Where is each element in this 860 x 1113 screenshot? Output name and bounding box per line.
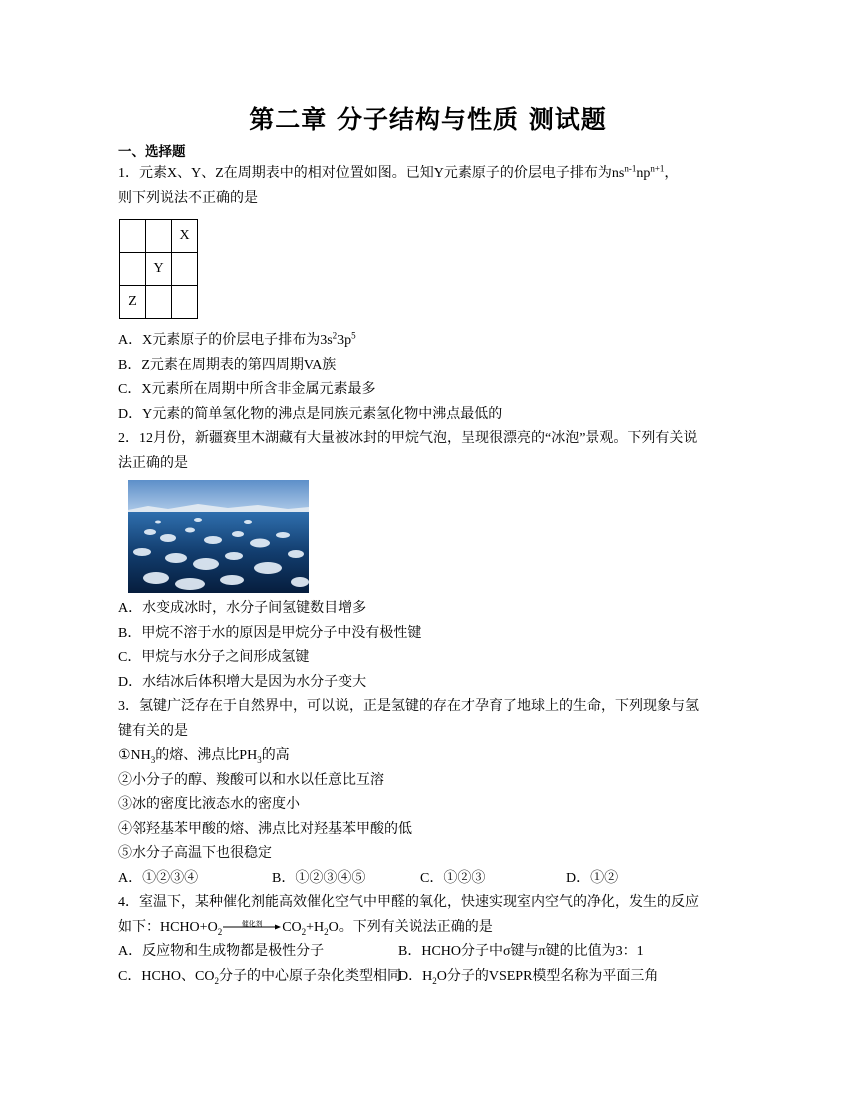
grid-cell	[120, 253, 146, 286]
q3-option-c: C．①②③	[420, 870, 486, 886]
q3-option-b: B．①②③④⑤	[272, 870, 366, 886]
question-4	[118, 891, 738, 989]
q3-item-4: ④邻羟基苯甲酸的熔、沸点比对羟基苯甲酸的低	[118, 821, 412, 837]
ice-bubble-photo	[128, 480, 309, 593]
q1-option-c: C．X元素所在周期中所含非金属元素最多	[118, 382, 376, 397]
q4-stem-line1: 4．室温下，某种催化剂能高效催化空气中甲醛的氧化，快速实现室内空气的净化，发生的反应	[118, 895, 699, 910]
q4-options-row2	[118, 965, 738, 990]
q4-option-b: B．HCHO分子中σ键与π键的比值为3：1	[398, 944, 644, 959]
periodic-table-grid	[119, 219, 198, 319]
grid-cell: Y	[146, 253, 172, 286]
grid-cell	[146, 220, 172, 253]
grid-cell: Z	[120, 286, 146, 319]
q4-option-c: C．HCHO、$CO_2$分子的中心原子杂化类型相同	[118, 968, 401, 986]
q1-stem-line1: 1．元素X、Y、Z在周期表中的相对位置如图。已知Y元素原子的价层电子排布为$ns^{n-1}np^{n+1}$，	[118, 163, 679, 181]
grid-cell	[172, 253, 198, 286]
q3-item-3: ③冰的密度比液态水的密度小	[118, 797, 300, 812]
q1-option-b: B．Z元素在周期表的第四周期VA族	[118, 357, 337, 373]
q4-stem-line2: 如下：$HCHO+O_2$ 催化剂 $CO_2+H_2O$。下列有关说法正确的是	[118, 916, 738, 941]
q3-option-a: A．①②③④	[118, 870, 199, 886]
reaction-arrow-icon	[223, 920, 281, 934]
q3-item-1: $①NH_3$的熔、沸点比$PH_3$的高	[118, 748, 290, 765]
q1-option-a: A．X元素原子的价层电子排布为$3s^23p^5$	[118, 330, 356, 348]
grid-cell: X	[172, 220, 198, 253]
q2-option-d: D．水结冰后体积增大是因为水分子变大	[118, 674, 367, 690]
q1-stem-line2: 则下列说法不正确的是	[118, 190, 258, 206]
q3-item-2: ②小分子的醇、羧酸可以和水以任意比互溶	[118, 772, 384, 788]
q3-item-5: ⑤水分子高温下也很稳定	[118, 846, 272, 861]
document-page	[118, 100, 738, 989]
q2-option-a: A．水变成冰时，水分子间氢键数目增多	[118, 601, 367, 616]
grid-cell	[146, 286, 172, 319]
q1-option-d: D．Y元素的简单氢化物的沸点是同族元素氢化物中沸点最低的	[118, 406, 503, 422]
q3-options	[118, 867, 738, 892]
q4-option-d: D．$H_2O$分子的VSEPR模型名称为平面三角	[398, 968, 659, 986]
q2-option-b: B．甲烷不溶于水的原因是甲烷分子中没有极性键	[118, 625, 422, 641]
q3-stem-line2: 键有关的是	[118, 723, 188, 739]
q4-option-a: A．反应物和生成物都是极性分子	[118, 944, 325, 959]
grid-cell	[172, 286, 198, 319]
q3-stem-line1: 3．氢键广泛存在于自然界中，可以说，正是氢键的存在才孕育了地球上的生命，下列现象与氢	[118, 699, 699, 714]
page-title: 第二章 分子结构与性质 测试题	[249, 105, 607, 134]
q2-stem-line2: 法正确的是	[118, 455, 188, 471]
q3-option-d: D．①②	[566, 870, 619, 886]
q2-stem-line1: 2．12月份，新疆赛里木湖藏有大量被冰封的甲烷气泡，呈现很漂亮的“冰泡”景观。下列有关说	[118, 431, 698, 446]
q4-options-row1	[118, 940, 738, 965]
catalyst-label: 催化剂	[241, 920, 263, 929]
grid-cell	[120, 220, 146, 253]
section-heading: 一、选择题	[118, 144, 186, 160]
q2-option-c: C．甲烷与水分子之间形成氢键	[118, 650, 310, 665]
question-3	[118, 695, 738, 891]
question-2	[118, 427, 738, 695]
question-1	[118, 162, 738, 427]
